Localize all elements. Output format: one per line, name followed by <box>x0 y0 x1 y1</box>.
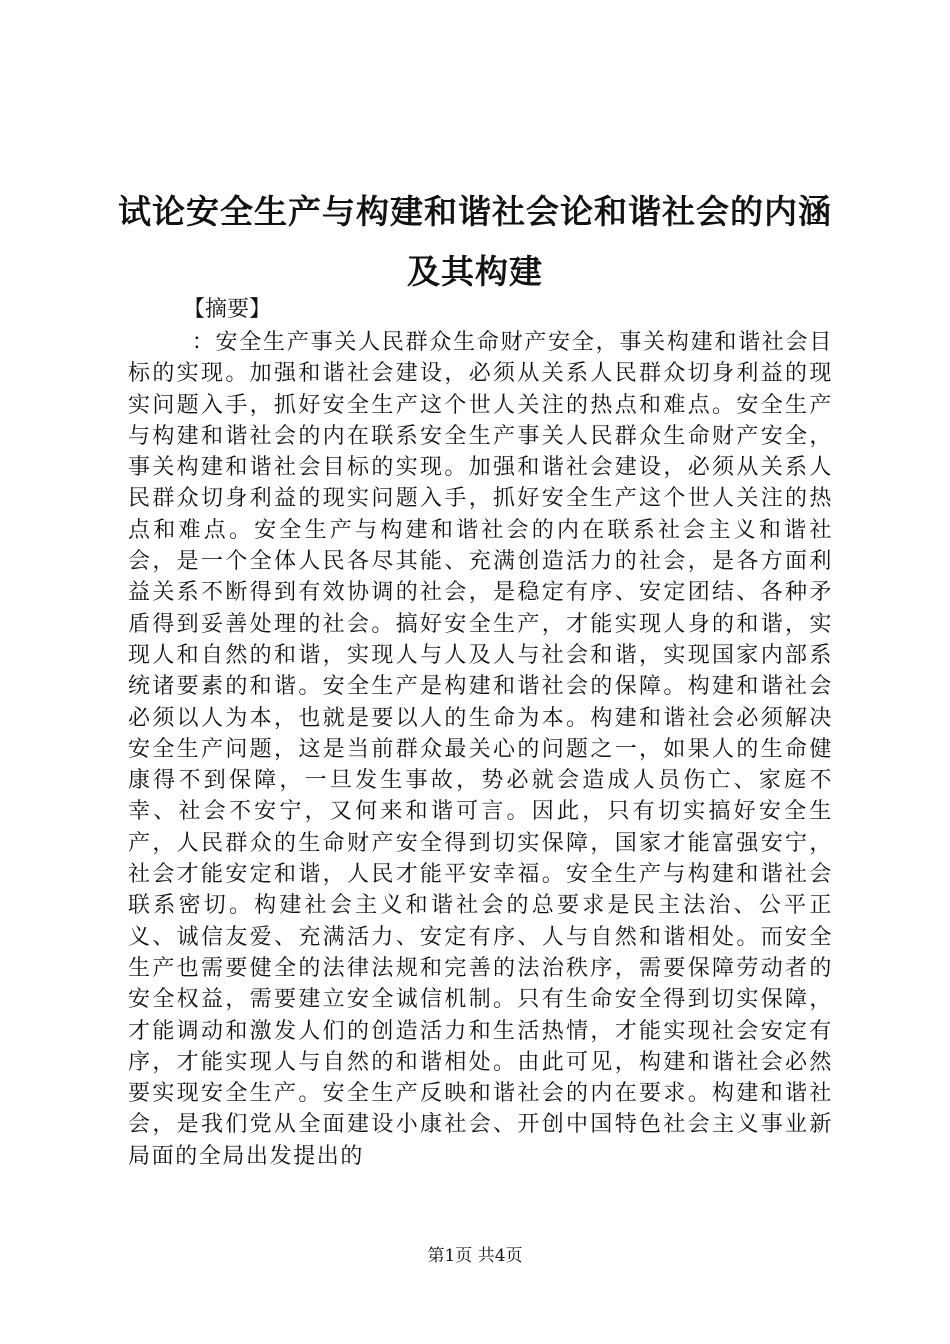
abstract-label: 【摘要】 <box>183 297 272 322</box>
abstract-body: ：安全生产事关人民群众生命财产安全，事关构建和谐社会目标的实现。加强和谐社会建设，必须从关系人民群众切身利益的现实问题入手，抓好安全生产这个世人关注的热点和难点。安全生产与构建和谐社会的内在联系安全生产事关人民群众生命财产安全，事关构建和谐社会目标的实现。加强和谐社会建设，必须从关系人民群众切身利益的现实问题入手，抓好安全生产这个世人关注的热点和难点。安全生产与构建和谐社会的内在联系社会主义和谐社会，是一个全体人民各尽其能、充满创造活力的社会，是各方面利益关系不断得到有效协调的社会，是稳定有序、安定团结、各种矛盾得到妥善处理的社会。搞好安全生产，才能实现人身的和谐，实现人和自然的和谐，实现人与人及人与社会和谐，实现国家内部系统诸要素的和谐。安全生产是构建和谐社会的保障。构建和谐社会必须以人为本，也就是要以人的生命为本。构建和谐社会必须解决安全生产问题，这是当前群众最关心的问题之一，如果人的生命健康得不到保障，一旦发生事故，势必就会造成人员伤亡、家庭不幸、社会不安宁，又何来和谐可言。因此，只有切实搞好安全生产，人民群众的生命财产安全得到切实保障，国家才能富强安宁，社会才能安定和谐，人民才能平安幸福。安全生产与构建和谐社会联系密切。构建社会主义和谐社会的总要求是民主法治、公平正义、诚信友爱、充满活力、安定有序、人与自然和谐相处。而安全生产也需要健全的法律法规和完善的法治秩序，需要保障劳动者的安全权益，需要建立安全诚信机制。只有生命安全得到切实保障，才能调动和激发人们的创造活力和生活热情，才能实现社会安定有序，才能实现人与自然的和谐相处。由此可见，构建和谐社会必然要实现安全生产。安全生产反映和谐社会的内在要求。构建和谐社会，是我们党从全面建设小康社会、开创中国特色社会主义事业新局面的全局出发提出的 <box>128 330 833 1169</box>
page-footer: 第1页 共4页 <box>427 1246 523 1266</box>
document-title: 试论安全生产与构建和谐社会论和谐社会的内涵及其构建 <box>118 192 832 291</box>
